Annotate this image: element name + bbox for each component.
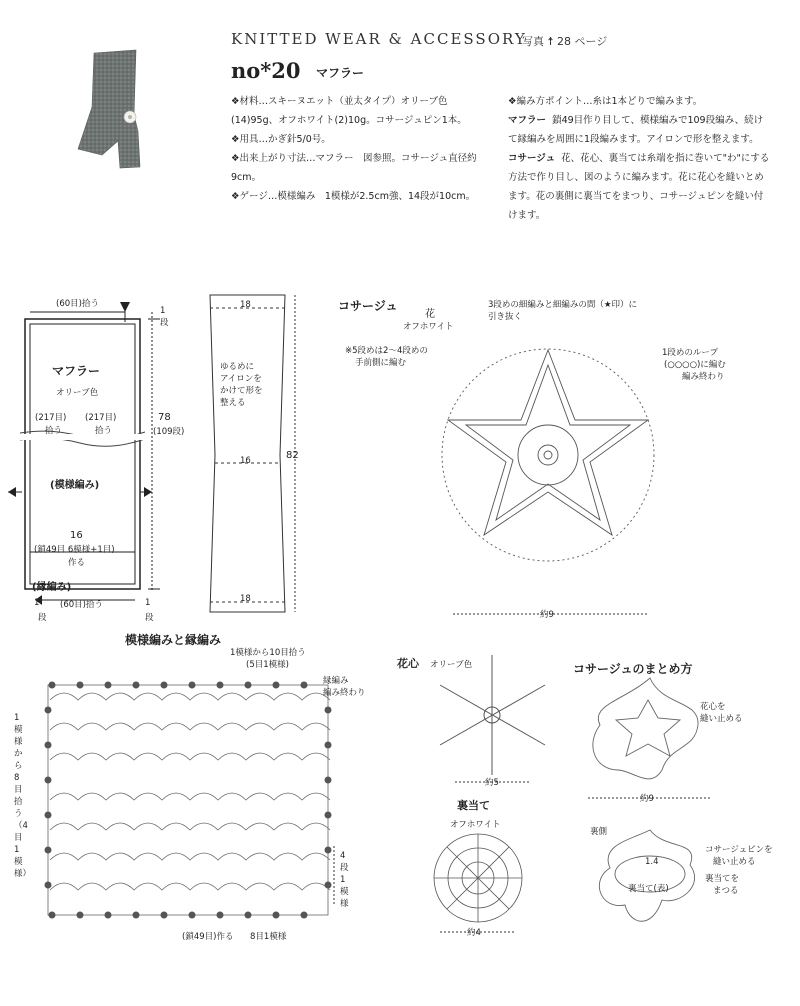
points-corsage-label: コサージュ — [508, 153, 556, 164]
pattern-right-rows: 4段1模様 — [340, 851, 349, 909]
assembly-note-1: 花心を — [700, 702, 726, 712]
d1-one-row-top: 1 — [160, 306, 166, 316]
corsage-flower: 花 — [425, 309, 435, 320]
spec-material: ❖材料…スキーヌエット（並太タイプ）オリーブ色(14)95g、オフホワイト(2)10g。コサージュピン1本。 — [231, 96, 467, 126]
corsage-note-loop3: 編み終わり — [682, 372, 725, 382]
points-corsage-text: 花、花心、裏当ては糸端を指に巻いて"わ"にする方法で作り目し、図のように編みます。花に花心を縫いとめます。花の裏側に裏当てをまつり、コサージュピンを縫い付けます。 — [508, 153, 770, 221]
assembly-back-label: 裏当て(表) — [628, 884, 669, 894]
assembly-title: コサージュのまとめ方 — [573, 662, 693, 676]
pattern-edge-end: 編み終わり — [323, 688, 366, 698]
corsage-note-row3a: 3段めの細編みと細編みの間（★印）に — [488, 300, 638, 310]
assembly-size: 約9 — [640, 794, 654, 804]
pattern-edge: 縁編み — [323, 676, 349, 686]
center-size: 約5 — [485, 778, 499, 788]
d1-right-pick: (217目) — [85, 413, 117, 423]
d2-note-4: 整える — [220, 398, 246, 408]
pattern-left-pick: 1模様から8目拾う（4目1模様） — [14, 713, 32, 879]
d1-one-left-unit: 段 — [38, 613, 47, 623]
points-muffler-label: マフラー — [508, 115, 547, 126]
d1-height-rows: (109段) — [153, 427, 185, 437]
d1-right-pick-unit: 拾う — [95, 426, 113, 436]
assembly-back: 裏側 — [590, 827, 608, 837]
d1-chain: (鎖49目 6模様+1目) — [34, 545, 115, 555]
d1-one-left: 1 — [34, 598, 40, 608]
corsage-title: コサージュ — [338, 299, 398, 313]
corsage-note-row5a: ※5段めは2～4段めの — [345, 346, 428, 356]
d1-make: 作る — [68, 558, 86, 568]
d2-mid: 16 — [240, 456, 251, 466]
pattern-bottom-repeat: 8目1模様 — [250, 932, 287, 942]
d2-note-3: かけて形を — [220, 386, 263, 396]
d2-note-2: アイロンを — [220, 374, 262, 384]
d2-note-1: ゆるめに — [220, 362, 255, 372]
series-title: KNITTED WEAR & ACCESSORY — [231, 30, 527, 48]
corsage-note-loop1: 1段めのループ — [662, 348, 718, 358]
d2-top: 18 — [240, 300, 251, 310]
corsage-flower-color: オフホワイト — [403, 322, 454, 332]
pattern-top-pick: 1模様から10目拾う — [230, 648, 306, 658]
d1-one-row-top-unit: 段 — [160, 318, 169, 328]
center-title: 花心 — [397, 657, 419, 670]
pattern-top-pick-unit: (5目1模様) — [246, 660, 289, 670]
d1-bottom-pickup: (60目)拾う — [60, 600, 103, 610]
pattern-number: no*20 — [231, 58, 301, 83]
d1-top-pickup: (60目)拾う — [56, 299, 99, 309]
corsage-note-row5b: 手前側に編む — [355, 358, 407, 368]
assembly-back-note-2: まつる — [713, 886, 739, 896]
points-heading: ❖編み方ポイント…糸は1本どりで編みます。 — [508, 96, 703, 107]
d1-one-right-unit: 段 — [145, 613, 154, 623]
d1-color: オリーブ色 — [56, 388, 99, 398]
spec-tools: ❖用具…かぎ針5/0号。 — [231, 134, 331, 145]
d1-pattern: (模様編み) — [50, 480, 100, 491]
assembly-pin-2: 縫い止める — [713, 857, 756, 867]
d1-left-pick: (217目) — [35, 413, 67, 423]
corsage-note-loop2: (○○○○)に編む — [664, 360, 726, 370]
center-color: オリーブ色 — [430, 660, 473, 670]
d1-title: マフラー — [52, 364, 101, 378]
pattern-chart-title: 模様編みと縁編み — [125, 633, 222, 647]
spec-size: ❖出来上がり寸法…マフラー 図参照。コサージュ直径約9cm。 — [231, 153, 477, 183]
assembly-pin-1: コサージュピンを — [705, 845, 773, 855]
d2-length: 82 — [286, 450, 299, 461]
d1-left-pick-unit: 拾う — [45, 426, 63, 436]
d1-height: 78 — [158, 412, 171, 423]
pattern-title: マフラー — [316, 66, 365, 80]
assembly-dim: 1.4 — [645, 857, 659, 867]
backing-size: 約4 — [467, 928, 481, 938]
spec-gauge: ❖ゲージ…模様編み 1模様が2.5cm強、14段が10cm。 — [231, 191, 476, 202]
points-muffler-text: 鎖49目作り目して、模様編みで109段編み、続けて縁編みを周囲に1段編みます。アイロンで形を整えます。 — [508, 115, 764, 145]
assembly-note-2: 縫い止める — [700, 714, 743, 724]
assembly-back-note-1: 裏当てを — [705, 874, 740, 884]
photo-page-ref: 写真 ☨ 28 ページ — [522, 35, 608, 48]
d1-width: 16 — [70, 530, 83, 541]
corsage-note-row3b: 引き抜く — [488, 312, 523, 322]
d1-one-right: 1 — [145, 598, 151, 608]
backing-title: 裏当て — [457, 799, 490, 812]
backing-color: オフホワイト — [450, 820, 501, 830]
corsage-size: 約9 — [540, 610, 554, 620]
pattern-bottom-chain: (鎖49目)作る — [182, 932, 234, 942]
d2-bottom: 18 — [240, 594, 251, 604]
d1-edge: (縁編み) — [32, 582, 72, 593]
